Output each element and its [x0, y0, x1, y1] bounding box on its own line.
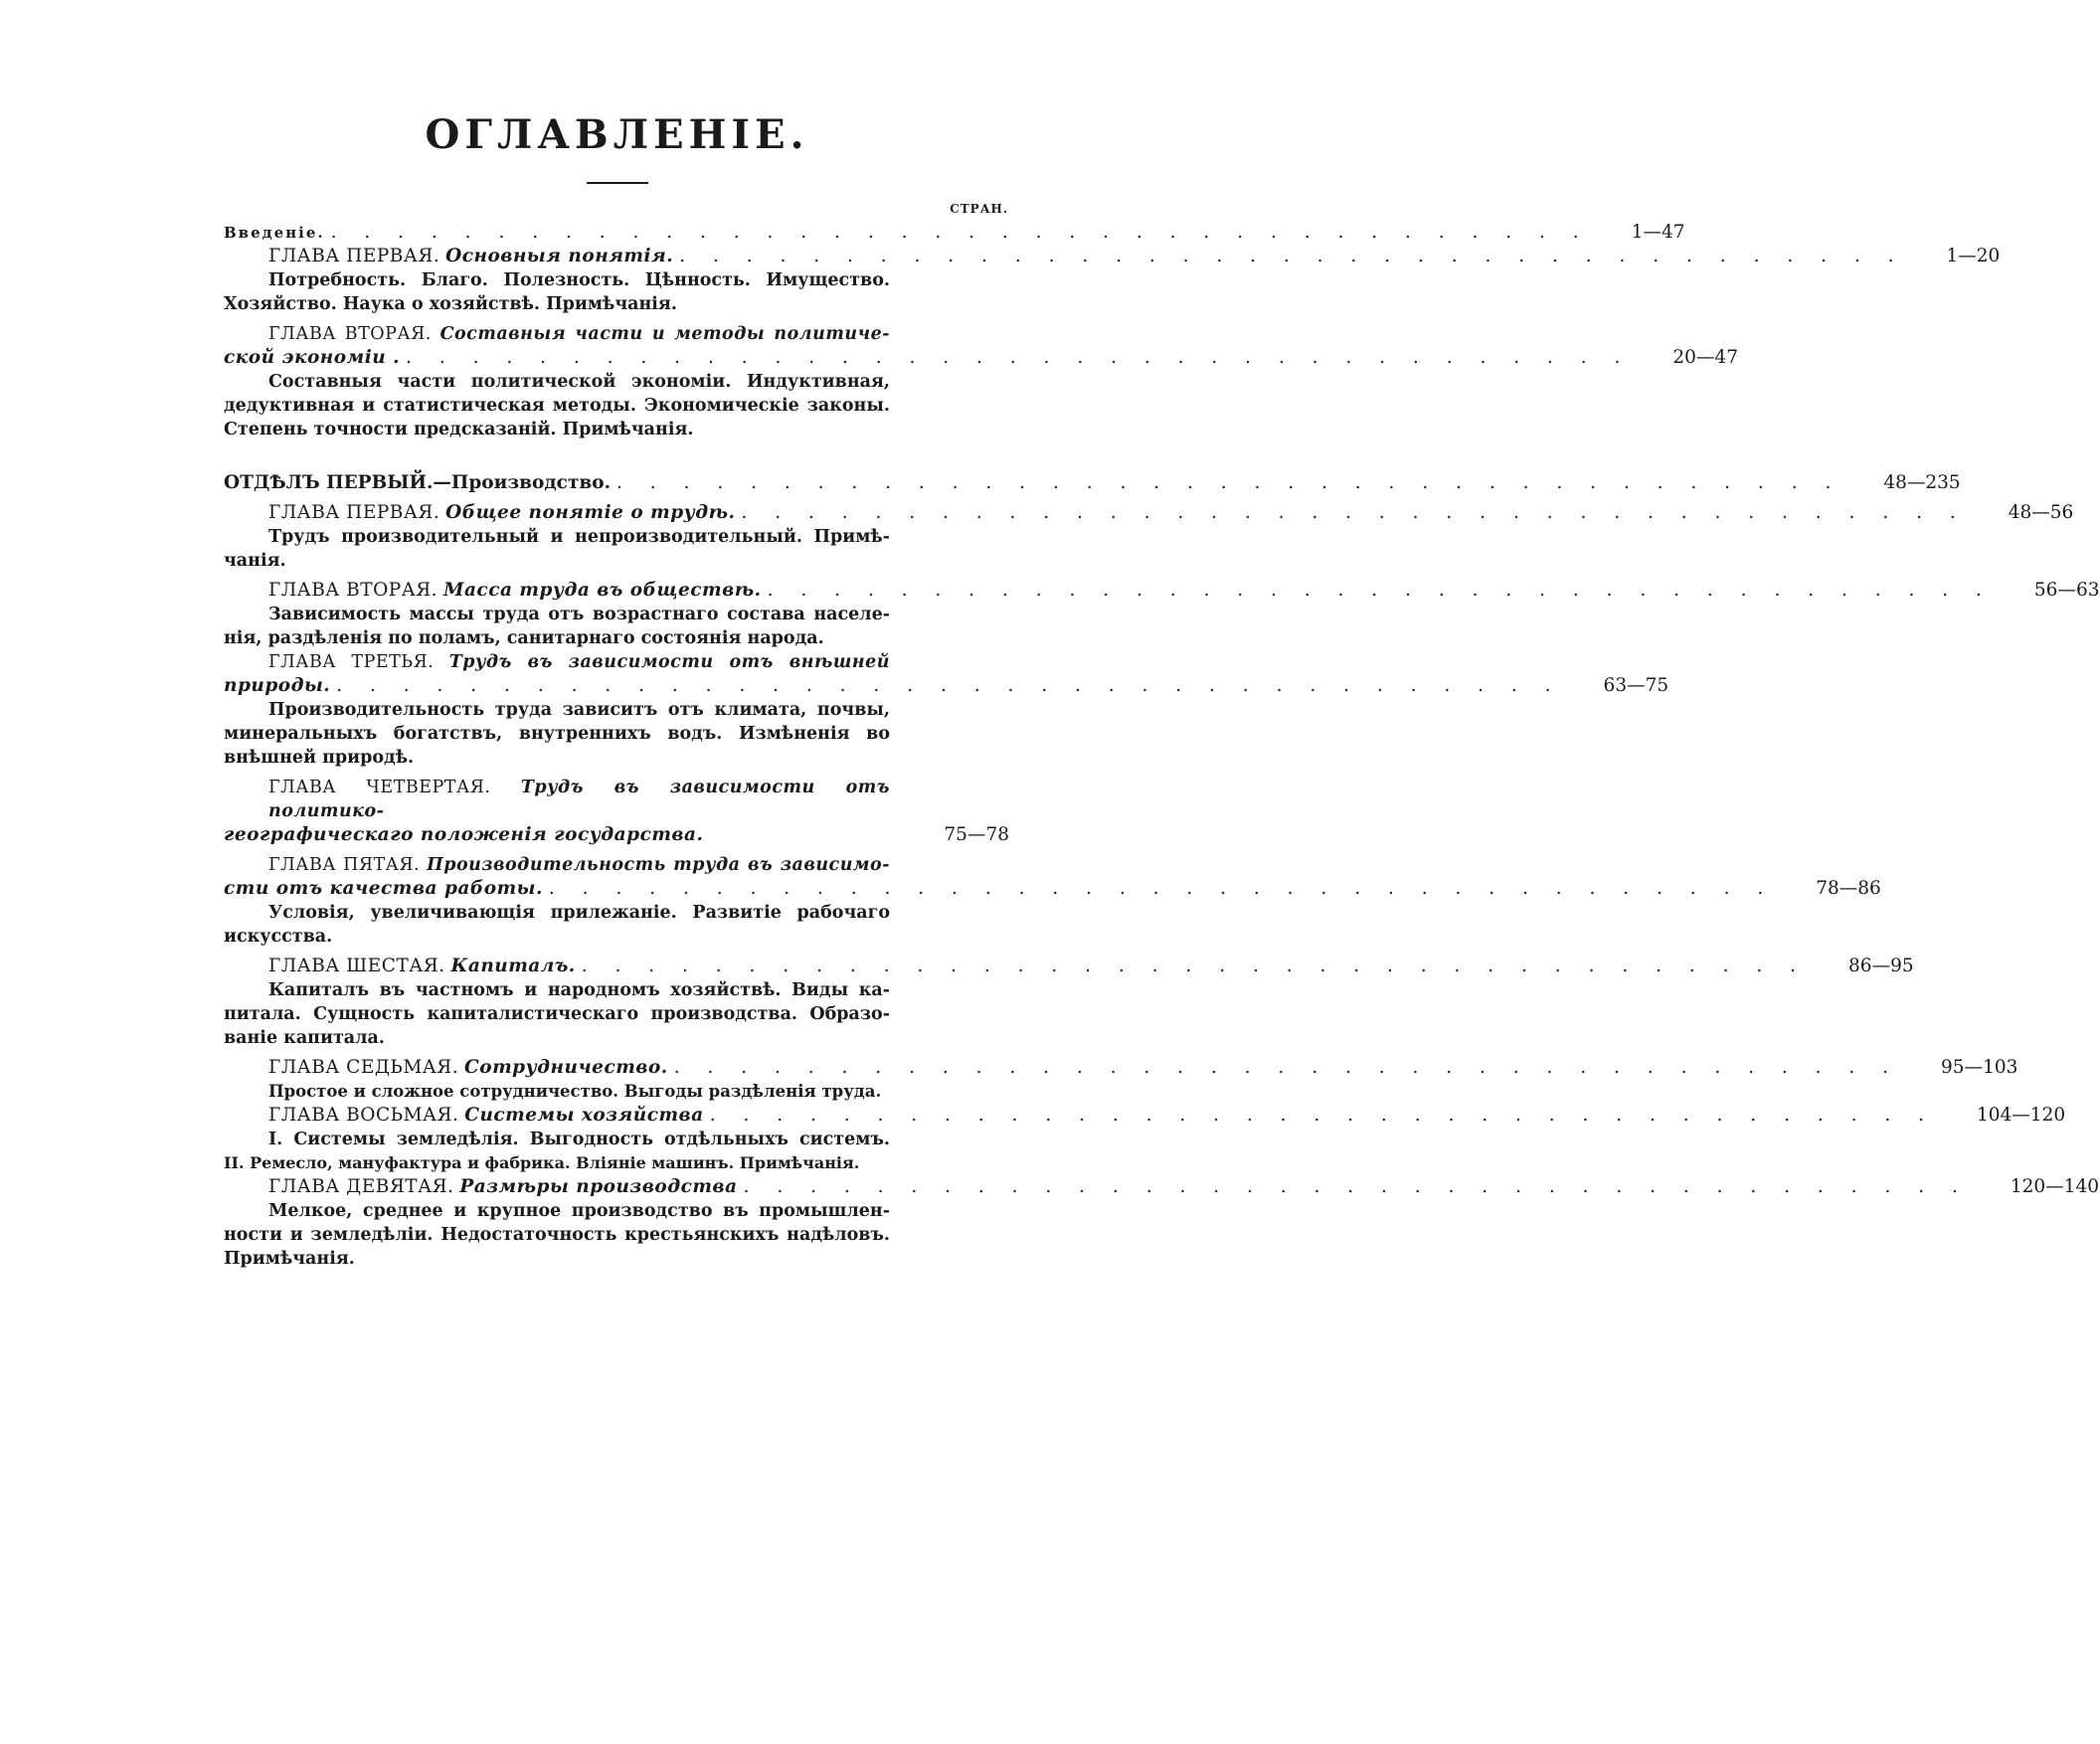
entry-pages: 48—235	[1883, 472, 1961, 493]
chapter-description	[224, 603, 890, 650]
description-line: Трудъ производительный и непроизводительный. Примѣ-	[268, 527, 890, 547]
chapter-label: ГЛАВА СЕДЬМАЯ.	[268, 1057, 459, 1078]
description-line: чанія.	[224, 551, 286, 571]
description-line: дедуктивная и статистическая методы. Экономическіе законы.	[224, 396, 890, 416]
chapter-label: ГЛАВА ПЯТАЯ.	[268, 855, 421, 875]
chapter-title: Масса труда въ обществѣ.	[442, 580, 762, 601]
chapter-label: ГЛАВА ВОСЬМАЯ.	[268, 1105, 459, 1126]
description-line: Хозяйство. Наука о хозяйствѣ. Примѣчанія.	[224, 294, 677, 314]
dot-leader: . . . . . . . . . . . . . . . . . . . . . . . . . . . . . . . . . . . . . .	[330, 222, 1590, 243]
entry-pages: 48—56	[2008, 502, 2074, 523]
toc-entry-chapter[interactable]	[224, 1104, 2066, 1128]
page-title: ОГЛАВЛЕНІЕ.	[425, 111, 809, 158]
entry-pages: 104—120	[1977, 1105, 2066, 1126]
toc-entry-chapter-cont[interactable]	[224, 346, 1738, 370]
chapter-description	[224, 1199, 890, 1271]
entry-pages: 120—140	[2010, 1176, 2099, 1197]
description-line: Зависимость массы труда отъ возрастнаго состава населе-	[268, 605, 890, 624]
entry-pages: 1—20	[1946, 246, 2001, 266]
description-line: питала. Сущность капиталистическаго производства. Образо-	[224, 1004, 890, 1024]
description-line: Составныя части политической экономіи. Индуктивная,	[268, 372, 890, 392]
toc-entry-chapter-cont[interactable]	[224, 674, 1669, 698]
entry-pages: 56—63	[2033, 580, 2100, 601]
toc-entry-chapter-cont[interactable]	[224, 877, 1881, 901]
chapter-label: ГЛАВА ВТОРАЯ.	[268, 580, 438, 601]
toc-entry-chapter[interactable]	[224, 501, 2074, 525]
description-line: внѣшней природѣ.	[224, 748, 415, 768]
chapter-heading-line	[224, 322, 890, 346]
dot-leader: . . . . . . . . . . . . . . . . . . . . . . . . . . . . . . . . . . . . .	[581, 956, 1808, 976]
chapter-label: ГЛАВА ПЕРВАЯ.	[268, 502, 440, 523]
chapter-description	[224, 370, 890, 441]
entry-label: Введеніе.	[224, 224, 325, 242]
chapter-label: ГЛАВА ВТОРАЯ.	[268, 324, 432, 344]
dot-leader: . . . . . . . . . . . . . . . . . . . . . . . . . . . . . . . . . . . . .	[767, 580, 1993, 601]
dot-leader: . . . . . . . . . . . . . . . . . . . . . . . . . . . . . . . . . . . . .	[336, 675, 1562, 696]
page-column-header: СТРАН.	[950, 202, 1008, 216]
toc-entry-introduction[interactable]	[224, 221, 1685, 245]
chapter-title: Трудъ въ зависимости отъ внѣшней	[448, 652, 891, 672]
dot-leader: . . . . . . . . . . . . . . . . . . . . . . . . . . . . . . . . . . . . .	[406, 347, 1632, 368]
toc-entry-chapter[interactable]	[224, 776, 890, 823]
chapter-title: географическаго положенія государства.	[224, 824, 704, 845]
toc-entry-chapter[interactable]	[224, 1056, 2018, 1080]
chapter-label: ГЛАВА ТРЕТЬЯ.	[268, 652, 435, 672]
description-line: Мелкое, среднее и крупное производство въ промышлен-	[268, 1201, 890, 1221]
chapter-title: Трудъ въ зависимости отъ политико-	[268, 778, 891, 821]
dot-leader: . . . . . . . . . . . . . . . . . . . . . . . . . . . . . . . . . . . . .	[709, 1105, 1935, 1126]
description-line: Условія, увеличивающія прилежаніе. Развитіе рабочаго	[268, 903, 890, 923]
chapter-label: ГЛАВА ПЕРВАЯ.	[268, 246, 440, 266]
chapter-title: Капиталъ.	[450, 956, 576, 976]
chapter-description	[224, 1080, 890, 1104]
part-label: ОТДѢЛЪ ПЕРВЫЙ.—Производство.	[224, 472, 612, 493]
chapter-description	[224, 268, 890, 316]
chapter-title: сти отъ качества работы.	[224, 878, 543, 899]
chapter-title: Общее понятіе о трудѣ.	[445, 502, 736, 523]
table-of-contents	[224, 221, 2100, 1271]
entry-pages: 75—78	[944, 824, 1009, 845]
toc-entry-part[interactable]	[224, 471, 1961, 495]
chapter-label: ГЛАВА ШЕСТАЯ.	[268, 956, 445, 976]
chapter-description	[224, 525, 890, 573]
chapter-label: ГЛАВА ДЕВЯТАЯ.	[268, 1176, 454, 1197]
chapter-heading-line	[224, 776, 890, 823]
chapter-description	[224, 978, 890, 1050]
chapter-title: ской экономіи .	[224, 347, 401, 368]
description-line: I. Системы земледѣлія. Выгодность отдѣльныхъ системъ.	[268, 1130, 890, 1149]
dot-leader: . . . . . . . . . . . . . . . . . . . . . . . . . . . . . . . . . . . . .	[679, 246, 1905, 266]
description-line: искусства.	[224, 927, 333, 947]
description-line: Степень точности предсказаній. Примѣчанія.	[224, 420, 694, 439]
toc-entry-chapter[interactable]	[224, 853, 890, 877]
chapter-title: природы.	[224, 675, 331, 696]
toc-entry-chapter[interactable]	[224, 650, 890, 674]
chapter-description	[224, 1128, 890, 1175]
toc-entry-chapter-cont[interactable]	[224, 823, 1009, 847]
description-line: нія, раздѣленія по поламъ, санитарнаго состоянія народа.	[224, 628, 824, 648]
toc-entry-chapter[interactable]	[224, 322, 890, 346]
chapter-title: Системы хозяйства	[464, 1105, 704, 1126]
chapter-title: Сотрудничество.	[464, 1057, 668, 1078]
description-line: ваніе капитала.	[224, 1028, 385, 1048]
description-line: Потребность. Благо. Полезность. Цѣнность. Имущество.	[268, 270, 890, 290]
description-line: II. Ремесло, мануфактура и фабрика. Вліяніе машинъ. Примѣчанія.	[224, 1153, 860, 1172]
toc-entry-chapter[interactable]	[224, 579, 2100, 603]
entry-pages: 95—103	[1941, 1057, 2018, 1078]
description-line: Капиталъ въ частномъ и народномъ хозяйствѣ. Виды ка-	[268, 980, 890, 1000]
title-rule	[587, 182, 648, 184]
dot-leader: . . . . . . . . . . . . . . . . . . . . . . . . . . . . . . . . . . . . .	[743, 1176, 1969, 1197]
chapter-heading-line	[224, 650, 890, 674]
entry-pages: 1—47	[1631, 222, 1685, 243]
toc-entry-chapter[interactable]	[224, 245, 2001, 268]
description-line: Производительность труда зависитъ отъ климата, почвы,	[268, 700, 890, 720]
chapter-description	[224, 901, 890, 949]
dot-leader: . . . . . . . . . . . . . . . . . . . . . . . . . . . . . . . . . . . . .	[548, 878, 1775, 899]
entry-pages: 86—95	[1848, 956, 1914, 976]
entry-pages: 20—47	[1672, 347, 1738, 368]
toc-entry-chapter[interactable]	[224, 955, 1914, 978]
entry-pages: 63—75	[1603, 675, 1669, 696]
entry-pages: 78—86	[1816, 878, 1881, 899]
description-line: Примѣчанія.	[224, 1249, 355, 1269]
dot-leader: . . . . . . . . . . . . . . . . . . . . . . . . . . . . . . . . . . . . .	[741, 502, 1967, 523]
chapter-title: Производительность труда въ зависимо-	[427, 855, 890, 875]
chapter-heading-line	[224, 853, 890, 877]
description-line: минеральныхъ богатствъ, внутреннихъ водъ. Измѣненія во	[224, 724, 890, 744]
chapter-description	[224, 698, 890, 770]
chapter-label: ГЛАВА ЧЕТВЕРТАЯ.	[268, 778, 491, 797]
dot-leader: . . . . . . . . . . . . . . . . . . . . . . . . . . . . . . . . . . . . .	[673, 1057, 1900, 1078]
chapter-title: Размѣры производства	[459, 1176, 738, 1197]
description-line: ности и земледѣліи. Недостаточность крестьянскихъ надѣловъ.	[224, 1225, 890, 1245]
toc-entry-chapter[interactable]	[224, 1175, 2099, 1199]
chapter-title: Основныя понятія.	[445, 246, 674, 266]
chapter-title: Составныя части и методы политиче-	[439, 324, 890, 344]
description-line: Простое и сложное сотрудничество. Выгоды раздѣленія труда.	[268, 1082, 882, 1101]
dot-leader: . . . . . . . . . . . . . . . . . . . . . . . . . . . . . . . . . . . . .	[616, 472, 1842, 493]
